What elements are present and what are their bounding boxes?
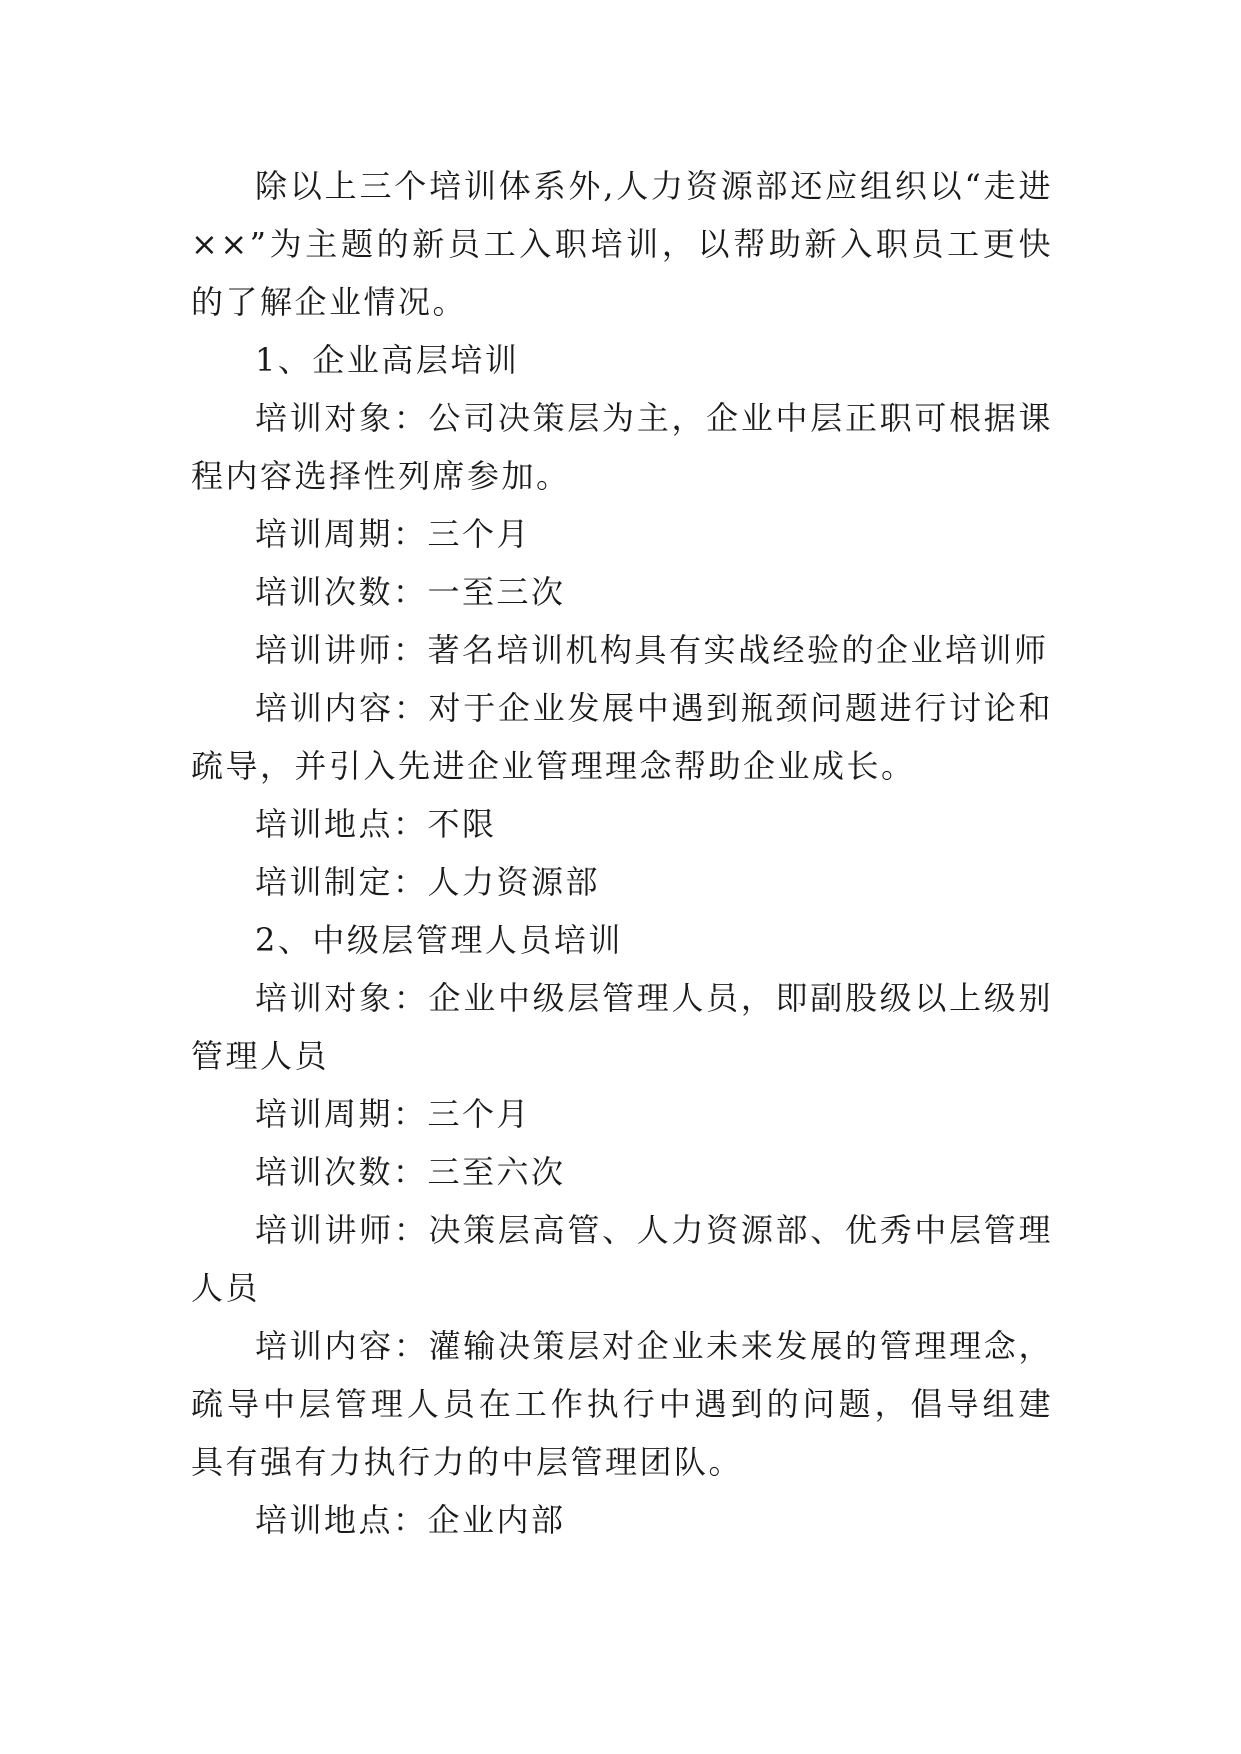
middle-training-lecturer: 培训讲师：决策层高管、人力资源部、优秀中层管理人员 <box>191 1211 1053 1307</box>
section-heading-middle-training: 2、中级层管理人员培训 <box>255 921 623 959</box>
section-heading-senior-training: 1、企业高层培训 <box>255 341 520 379</box>
middle-training-content: 培训内容：灌输决策层对企业未来发展的管理理念，疏导中层管理人员在工作执行中遇到的问题，倡导组建具有强有力执行力的中层管理团队。 <box>191 1327 1053 1481</box>
document-body <box>191 157 1053 1549</box>
senior-training-target: 培训对象：公司决策层为主，企业中层正职可根据课程内容选择性列席参加。 <box>191 399 1053 495</box>
intro-paragraph: 除以上三个培训体系外,人力资源部还应组织以“走进××”为主题的新员工入职培训，以帮助新入职员工更快的了解企业情况。 <box>191 167 1053 321</box>
middle-training-count: 培训次数：三至六次 <box>255 1153 566 1191</box>
senior-training-lecturer: 培训讲师：著名培训机构具有实战经验的企业培训师 <box>255 631 1049 669</box>
middle-training-target: 培训对象：企业中级层管理人员，即副股级以上级别管理人员 <box>191 979 1053 1075</box>
middle-training-period: 培训周期：三个月 <box>255 1095 532 1133</box>
senior-training-count: 培训次数：一至三次 <box>255 573 566 611</box>
senior-training-location: 培训地点：不限 <box>255 805 497 843</box>
middle-training-location: 培训地点：企业内部 <box>255 1501 566 1539</box>
senior-training-period: 培训周期：三个月 <box>255 515 532 553</box>
senior-training-organizer: 培训制定：人力资源部 <box>255 863 601 901</box>
senior-training-content: 培训内容：对于企业发展中遇到瓶颈问题进行讨论和疏导，并引入先进企业管理理念帮助企业成长。 <box>191 689 1053 785</box>
